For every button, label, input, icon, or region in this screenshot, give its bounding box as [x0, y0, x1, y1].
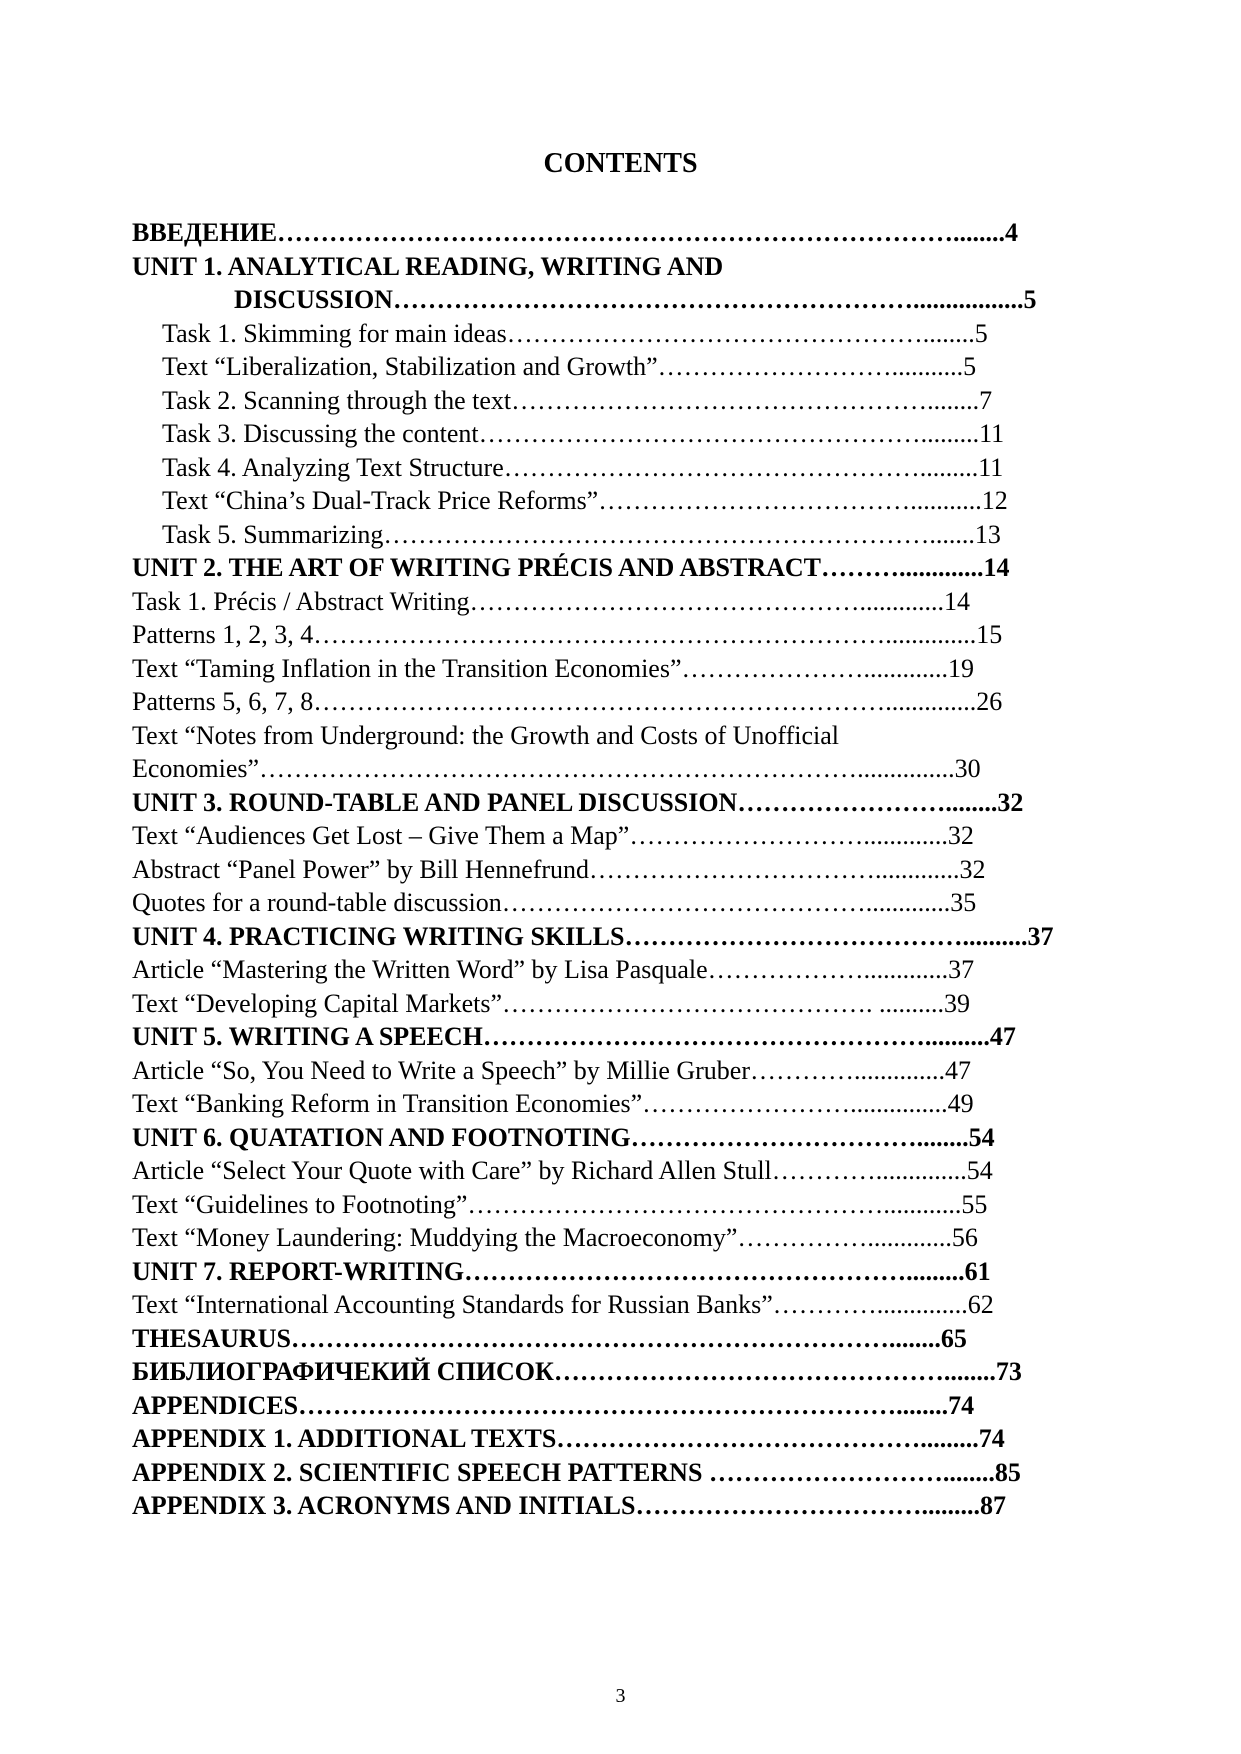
toc-entry-text: THESAURUS……………………………………………………………........65 — [132, 1323, 967, 1353]
toc-entry — [132, 1288, 1112, 1322]
toc-entry-text: Article “Mastering the Written Word” by Lisa Pasquale……………….............37 — [132, 955, 975, 984]
toc-entry — [132, 987, 1112, 1021]
toc-entry — [132, 786, 1112, 820]
toc-entry-text: Patterns 5, 6, 7, 8…………………………………………………………..............26 — [132, 687, 1003, 716]
toc-entry — [132, 317, 1112, 351]
toc-entry — [132, 283, 1112, 317]
toc-entry — [132, 618, 1112, 652]
toc-entry-text: Task 3. Discussing the content…………………………………………….........11 — [162, 419, 1005, 448]
toc-entry-text: Text “China’s Dual-Track Price Reforms”………………………………...........12 — [162, 486, 1008, 515]
toc-entry — [132, 384, 1112, 418]
toc-entry-text: Text “International Accounting Standards for Russian Banks”…………..............62 — [132, 1290, 994, 1319]
toc-entry-text: Text “Audiences Get Lost – Give Them a Map”……………………….............32 — [132, 821, 974, 850]
toc-entry — [132, 417, 1112, 451]
toc-entry-text: Text “Liberalization, Stabilization and Growth”………………………...........5 — [162, 352, 977, 381]
toc-entry-text: UNIT 3. ROUND-TABLE AND PANEL DISCUSSION……………………........32 — [132, 787, 1024, 817]
toc-entry-text: UNIT 4. PRACTICING WRITING SKILLS…………………………………..........37 — [132, 921, 1054, 951]
toc-entry — [132, 1255, 1112, 1289]
toc-entry — [132, 551, 1112, 585]
toc-entry — [132, 685, 1112, 719]
toc-entry-text: Task 1. Précis / Abstract Writing……………………………………….............14 — [132, 586, 970, 616]
toc-entry — [132, 853, 1112, 887]
toc-entry-text: Article “Select Your Quote with Care” by Richard Allen Stull…………..............54 — [132, 1156, 993, 1185]
toc-entry-text: UNIT 6. QUATATION AND FOOTNOTING……………………………........54 — [132, 1122, 995, 1152]
toc-entry-text: APPENDIX 2. SCIENTIFIC SPEECH PATTERNS ………………………........85 — [132, 1457, 1021, 1487]
toc-entry — [132, 886, 1112, 920]
toc-entry-text: Task 2. Scanning through the text…………………………………………........7 — [162, 385, 993, 415]
table-of-contents — [132, 216, 1112, 1523]
toc-entry — [132, 1054, 1112, 1088]
toc-entry — [132, 1389, 1112, 1423]
toc-entry — [132, 1422, 1112, 1456]
toc-entry-text: APPENDIX 3. ACRONYMS AND INITIALS…………………………….........87 — [132, 1491, 1006, 1520]
toc-entry-text: ВВЕДЕНИЕ……………………………………………………………………........4 — [132, 218, 1019, 247]
toc-entry — [132, 1456, 1112, 1490]
toc-entry-text: Text “Developing Capital Markets”……………………………………. ..........39 — [132, 988, 971, 1018]
toc-entry — [132, 1121, 1112, 1155]
toc-entry — [132, 216, 1112, 250]
toc-entry-text: Text “Money Laundering: Muddying the Macroeconomy”…………….............56 — [132, 1223, 978, 1252]
toc-entry — [132, 1188, 1112, 1222]
toc-entry-text: Text “Banking Reform in Transition Economies”……………………...............49 — [132, 1089, 974, 1118]
toc-entry-text: APPENDIX 1. ADDITIONAL TEXTS…………………………………….........74 — [132, 1424, 1005, 1453]
toc-entry-text: UNIT 2. THE ART OF WRITING PRÉCIS AND ABSTRACT……….............14 — [132, 553, 1010, 582]
toc-entry — [132, 1221, 1112, 1255]
toc-entry-text: БИБЛИОГРАФИЧЕКИЙ СПИСОК………………………………………........73 — [132, 1357, 1022, 1386]
toc-entry-text: Task 1. Skimming for main ideas…………………………………………........5 — [162, 318, 988, 348]
toc-entry-text: Text “Notes from Underground: the Growth and Costs of Unofficial — [132, 720, 840, 750]
toc-entry-text: UNIT 5. WRITING A SPEECH……………………………………………..........47 — [132, 1022, 1016, 1051]
toc-entry-text: UNIT 1. ANALYTICAL READING, WRITING AND — [132, 251, 724, 281]
toc-entry — [132, 719, 1112, 753]
toc-entry — [132, 1087, 1112, 1121]
toc-entry-text: DISCUSSION…………………………………………………….................5 — [234, 285, 1037, 314]
toc-entry — [132, 1154, 1112, 1188]
toc-entry — [132, 752, 1112, 786]
toc-entry-text: Quotes for a round-table discussion…………………………………….............35 — [132, 888, 977, 917]
toc-entry — [132, 484, 1112, 518]
page-number: 3 — [615, 1685, 626, 1707]
toc-entry-text: Text “Guidelines to Footnoting”…………………………………………............55 — [132, 1189, 988, 1219]
toc-entry — [132, 819, 1112, 853]
toc-entry — [132, 451, 1112, 485]
toc-entry-text: UNIT 7. REPORT-WRITING…………………………………………….........61 — [132, 1256, 991, 1286]
toc-entry — [132, 1020, 1112, 1054]
toc-entry-text: Abstract “Panel Power” by Bill Hennefrund…………………………….............32 — [132, 854, 986, 884]
toc-entry — [132, 1489, 1112, 1523]
toc-entry — [132, 518, 1112, 552]
page-title: CONTENTS — [543, 148, 698, 179]
toc-entry-text: Article “So, You Need to Write a Speech” by Millie Gruber…………..............47 — [132, 1055, 971, 1085]
toc-entry-text: Economies”……………………………………………………………...............30 — [132, 754, 981, 783]
toc-entry — [132, 1322, 1112, 1356]
toc-entry-text: Task 4. Analyzing Text Structure………………………………………….........11 — [162, 452, 1004, 482]
toc-entry — [132, 920, 1112, 954]
toc-entry — [132, 585, 1112, 619]
toc-entry — [132, 250, 1112, 284]
toc-entry-text: Text “Taming Inflation in the Transition Economies”………………….............19 — [132, 653, 974, 683]
toc-entry-text: Task 5. Summarizing……………………………………………………….......13 — [162, 519, 1001, 549]
toc-entry — [132, 953, 1112, 987]
toc-entry — [132, 350, 1112, 384]
toc-entry-text: APPENDICES……………………………………………………………........74 — [132, 1390, 975, 1420]
toc-entry-text: Patterns 1, 2, 3, 4…………………………………………………………..............15 — [132, 620, 1003, 649]
toc-entry — [132, 652, 1112, 686]
toc-entry — [132, 1355, 1112, 1389]
